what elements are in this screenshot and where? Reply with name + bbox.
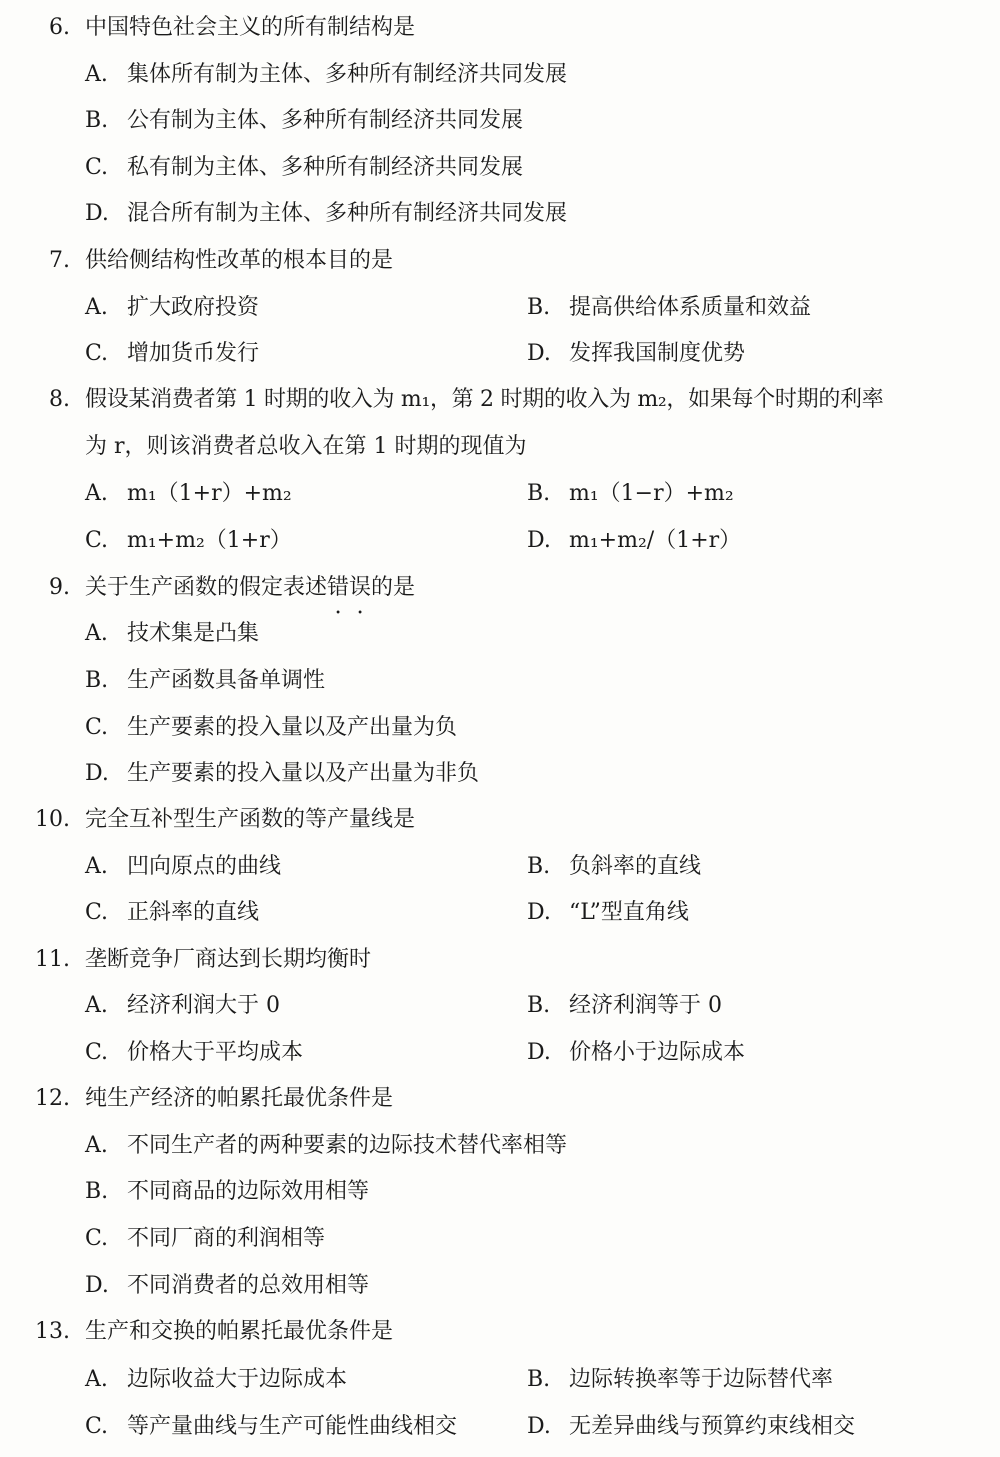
options-10-cd [0, 890, 1000, 936]
option-label: C. [85, 1414, 109, 1439]
question-number: 11. [35, 947, 70, 972]
option-text: 经济利润大于 0 [127, 993, 280, 1018]
option-8c [85, 518, 292, 564]
option-label: A. [85, 854, 108, 879]
option-11a [85, 983, 280, 1029]
question-text: 生产和交换的帕累托最优条件是 [85, 1319, 394, 1344]
option-7c [85, 331, 259, 377]
option-label: C. [85, 1040, 109, 1065]
option-text: 边际收益大于边际成本 [127, 1367, 348, 1392]
option-label: D. [85, 1273, 109, 1298]
option-10c [85, 890, 259, 936]
option-text: 凹向原点的曲线 [127, 854, 282, 879]
question-number: 10. [35, 807, 70, 832]
option-text: 经济利润等于 0 [569, 993, 722, 1018]
option-13d [527, 1404, 855, 1450]
option-text: 等产量曲线与生产可能性曲线相交 [127, 1414, 458, 1439]
options-10-ab [0, 844, 1000, 890]
option-label: A. [85, 621, 108, 646]
option-13c [85, 1404, 457, 1450]
question-text: 纯生产经济的帕累托最优条件是 [85, 1086, 394, 1111]
options-13-ab [0, 1357, 1000, 1403]
option-label: A. [85, 1367, 108, 1392]
option-label: D. [527, 1040, 551, 1065]
option-11c [85, 1030, 303, 1076]
option-label: A. [85, 1133, 108, 1158]
option-label: D. [527, 528, 551, 553]
option-text: m₁（1−r）+m₂ [569, 481, 734, 506]
question-text: 完全互补型生产函数的等产量线是 [85, 807, 416, 832]
option-text: 边际转换率等于边际替代率 [569, 1367, 834, 1392]
option-label: D. [527, 1414, 551, 1439]
option-text: 无差异曲线与预算约束线相交 [569, 1414, 856, 1439]
option-text: 不同生产者的两种要素的边际技术替代率相等 [127, 1133, 568, 1158]
option-label: D. [85, 761, 109, 786]
option-text: 混合所有制为主体、多种所有制经济共同发展 [127, 201, 568, 226]
option-label: C. [85, 900, 109, 925]
options-7-cd [0, 331, 1000, 377]
option-text: m₁（1+r）+m₂ [127, 481, 292, 506]
option-text: 增加货币发行 [127, 341, 260, 366]
question-number: 7. [49, 248, 70, 273]
option-label: D. [85, 201, 109, 226]
question-number: 8. [49, 387, 70, 412]
options-8-ab [0, 471, 1000, 517]
option-label: B. [527, 854, 551, 879]
option-label: B. [85, 108, 109, 133]
option-7d [527, 331, 745, 377]
option-text: 价格小于边际成本 [569, 1040, 746, 1065]
question-text-post: 的是 [371, 575, 416, 600]
options-8-cd [0, 518, 1000, 564]
question-number: 9. [49, 575, 70, 600]
options-13-cd [0, 1404, 1000, 1450]
option-text: 正斜率的直线 [127, 900, 260, 925]
question-number: 6. [49, 15, 70, 40]
question-8 [0, 377, 1000, 423]
options-11-ab [0, 983, 1000, 1029]
option-11d [527, 1030, 745, 1076]
option-text: 不同消费者的总效用相等 [127, 1273, 370, 1298]
option-label: C. [85, 341, 109, 366]
emphasis-char: 误 [349, 575, 372, 600]
option-text: 生产要素的投入量以及产出量为负 [127, 715, 458, 740]
question-text: 假设某消费者第 1 时期的收入为 m₁，第 2 时期的收入为 m₂，如果每个时期的利率 [85, 387, 884, 412]
option-text: 负斜率的直线 [569, 854, 702, 879]
question-text: 垄断竞争厂商达到长期均衡时 [85, 947, 372, 972]
option-text: 提高供给体系质量和效益 [569, 295, 812, 320]
option-8a [85, 471, 292, 517]
option-label: D. [527, 341, 551, 366]
option-13b [527, 1357, 833, 1403]
option-text: 扩大政府投资 [127, 295, 260, 320]
option-label: A. [85, 481, 108, 506]
option-label: B. [527, 993, 551, 1018]
options-7-ab [0, 285, 1000, 331]
option-text: m₁+m₂（1+r） [127, 528, 292, 553]
option-text: 公有制为主体、多种所有制经济共同发展 [127, 108, 524, 133]
option-text: 生产要素的投入量以及产出量为非负 [127, 761, 480, 786]
option-label: D. [527, 900, 551, 925]
question-text-continued: 为 r，则该消费者总收入在第 1 时期的现值为 [85, 434, 527, 459]
option-text: “L”型直角线 [569, 900, 689, 925]
option-text: 生产函数具备单调性 [127, 668, 326, 693]
option-10d [527, 890, 689, 936]
option-label: B. [85, 668, 109, 693]
option-label: A. [85, 62, 108, 87]
option-7b [527, 285, 811, 331]
question-number: 12. [35, 1086, 70, 1111]
option-text: 价格大于平均成本 [127, 1040, 304, 1065]
option-7a [85, 285, 259, 331]
option-8d [527, 518, 741, 564]
option-13a [85, 1357, 347, 1403]
option-text: 不同厂商的利润相等 [127, 1226, 326, 1251]
option-text: 私有制为主体、多种所有制经济共同发展 [127, 155, 524, 180]
option-label: C. [85, 155, 109, 180]
question-text-pre: 关于生产函数的假定表述 [85, 575, 328, 600]
question-text: 中国特色社会主义的所有制结构是 [85, 15, 416, 40]
option-8b [527, 471, 734, 517]
question-number: 13. [35, 1319, 70, 1344]
option-label: B. [527, 481, 551, 506]
option-label: C. [85, 715, 109, 740]
option-text: 不同商品的边际效用相等 [127, 1179, 370, 1204]
option-text: m₁+m₂/（1+r） [569, 528, 742, 553]
option-11b [527, 983, 722, 1029]
option-label: A. [85, 993, 108, 1018]
option-label: C. [85, 1226, 109, 1251]
emphasis-char: 错 [327, 575, 350, 600]
option-label: C. [85, 528, 109, 553]
option-text: 技术集是凸集 [127, 621, 260, 646]
option-text: 集体所有制为主体、多种所有制经济共同发展 [127, 62, 568, 87]
option-text: 发挥我国制度优势 [569, 341, 746, 366]
options-11-cd [0, 1030, 1000, 1076]
option-label: B. [527, 1367, 551, 1392]
question-text: 供给侧结构性改革的根本目的是 [85, 248, 394, 273]
option-label: A. [85, 295, 108, 320]
option-label: B. [527, 295, 551, 320]
option-10b [527, 844, 701, 890]
question-text [85, 565, 415, 611]
option-10a [85, 844, 281, 890]
option-label: B. [85, 1179, 109, 1204]
